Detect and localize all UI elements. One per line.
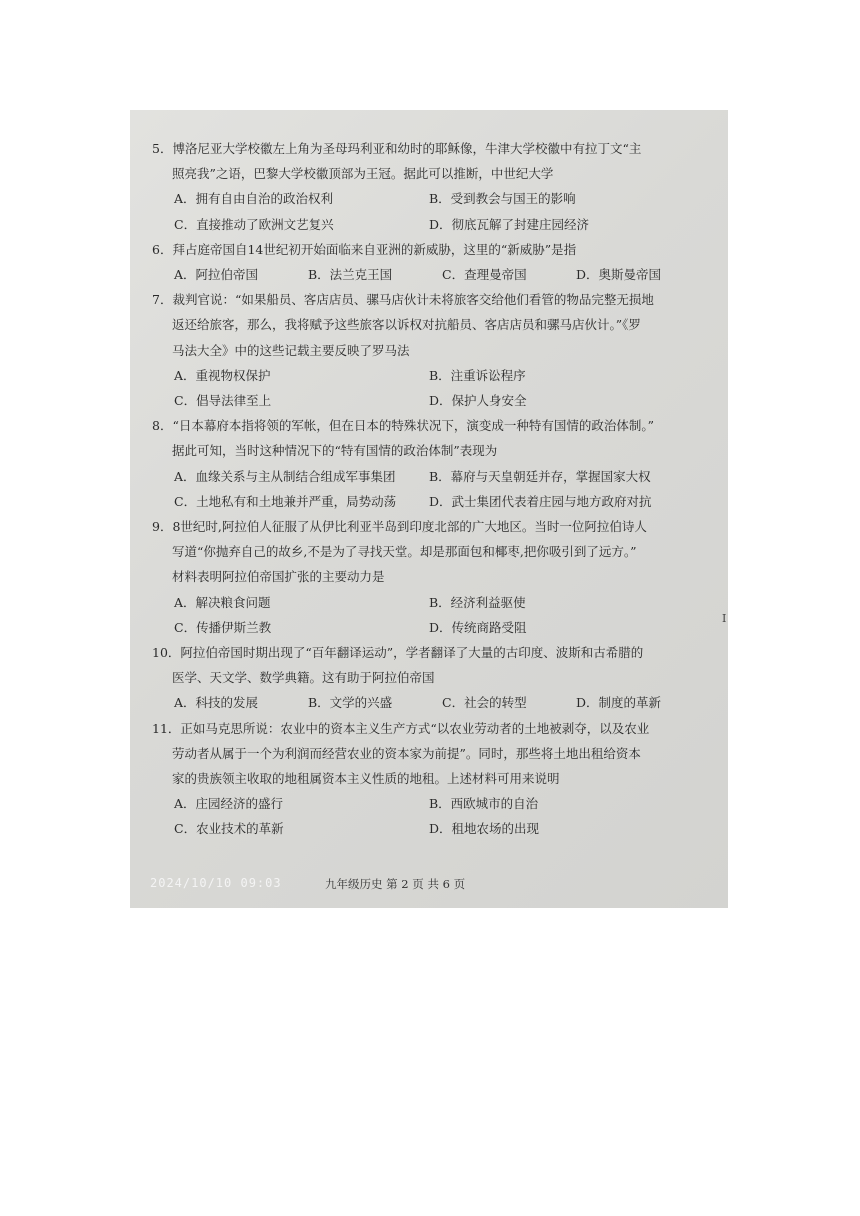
options-row: [152, 464, 712, 489]
answer-option: A．科技的发展: [174, 695, 259, 711]
photo-timestamp: 2024/10/10 09:03: [150, 876, 282, 890]
question-stem: 8．“日本幕府本指将领的军帐，但在日本的特殊状况下，演变成一种特有国情的政治体制。”: [152, 418, 654, 434]
edge-mark: I: [722, 612, 727, 625]
answer-option: C．农业技术的革新: [174, 821, 284, 837]
options-row: [152, 791, 712, 816]
options-row: [152, 212, 712, 237]
answer-option: D．传统商路受阻: [429, 619, 527, 635]
options-row: [152, 186, 712, 211]
answer-option: A．阿拉伯帝国: [174, 267, 259, 283]
options-row: [152, 363, 712, 388]
question-block: [152, 514, 712, 640]
question-block: [152, 716, 712, 842]
question-stem-continuation: 返还给旅客，那么，我将赋予这些旅客以诉权对抗船员、客店店员和骡马店伙计。”《罗: [172, 317, 641, 333]
question-block: [152, 287, 712, 413]
answer-option: D．保护人身安全: [429, 393, 527, 409]
answer-option: A．庄园经济的盛行: [174, 796, 284, 812]
options-row: [152, 816, 712, 841]
question-stem-continuation: 马法大全》中的这些记载主要反映了罗马法: [172, 342, 410, 358]
question-stem-continuation: 医学、天文学、数学典籍。这有助于阿拉伯帝国: [172, 670, 435, 686]
exam-content: [152, 136, 712, 842]
answer-option: C．土地私有和土地兼并严重，局势动荡: [174, 493, 397, 509]
exam-page-photo: [130, 110, 728, 908]
options-row: [152, 590, 712, 615]
answer-option: C．查理曼帝国: [442, 267, 527, 283]
question-stem: 5．博洛尼亚大学校徽左上角为圣母玛利亚和幼时的耶稣像，牛津大学校徽中有拉丁文“主: [152, 141, 642, 156]
question-block: [152, 640, 712, 716]
answer-option: D．武士集团代表着庄园与地方政府对抗: [429, 493, 652, 509]
answer-option: B．受到教会与国王的影响: [429, 191, 576, 207]
question-stem-continuation: 照亮我”之语，巴黎大学校徽顶部为王冠。据此可以推断，中世纪大学: [172, 166, 554, 182]
question-block: [152, 136, 712, 237]
options-row: [152, 615, 712, 640]
options-row: [152, 262, 712, 287]
answer-option: B．注重诉讼程序: [429, 367, 526, 383]
answer-option: A．拥有自由自治的政治权利: [174, 191, 334, 207]
question-stem-continuation: 写道“你抛弃自己的故乡,不是为了寻找天堂。却是那面包和椰枣,把你吸引到了远方。”: [172, 544, 637, 560]
answer-option: D．制度的革新: [576, 695, 662, 711]
question-stem: 9．8世纪时,阿拉伯人征服了从伊比利亚半岛到印度北部的广大地区。当时一位阿拉伯诗人: [152, 519, 647, 535]
answer-option: C．社会的转型: [442, 695, 527, 711]
answer-option: B．西欧城市的自治: [429, 796, 539, 812]
question-stem-continuation: 材料表明阿拉伯帝国扩张的主要动力是: [172, 569, 385, 585]
question-stem-continuation: 劳动者从属于一个为利润而经营农业的资本家为前提”。同时，那些将土地出租给资本: [172, 745, 641, 761]
question-block: [152, 237, 712, 287]
answer-option: C．倡导法律至上: [174, 393, 272, 409]
answer-option: A．血缘关系与主从制结合组成军事集团: [174, 468, 396, 484]
answer-option: C．直接推动了欧洲文艺复兴: [174, 216, 334, 232]
answer-option: A．解决粮食问题: [174, 594, 271, 610]
question-stem: 10．阿拉伯帝国时期出现了“百年翻译运动”，学者翻译了大量的古印度、波斯和古希腊的: [152, 645, 644, 661]
question-block: [152, 413, 712, 514]
answer-option: D．租地农场的出现: [429, 821, 540, 837]
options-row: [152, 388, 712, 413]
page-number-info: 九年级历史 第 2 页 共 6 页: [325, 877, 466, 891]
question-stem: 7．裁判官说：“如果船员、客店店员、骡马店伙计未将旅客交给他们看管的物品完整无损地: [152, 292, 654, 308]
question-stem-continuation: 据此可知，当时这种情况下的“特有国情的政治体制”表现为: [172, 443, 498, 459]
options-row: [152, 489, 712, 514]
answer-option: B．法兰克王国: [308, 267, 393, 283]
answer-option: A．重视物权保护: [174, 367, 271, 383]
answer-option: B．经济利益驱使: [429, 594, 526, 610]
options-row: [152, 690, 712, 715]
question-stem: 6．拜占庭帝国自14世纪初开始面临来自亚洲的新威胁，这里的“新威胁”是指: [152, 241, 577, 257]
answer-option: D．彻底瓦解了封建庄园经济: [429, 216, 590, 232]
answer-option: B．幕府与天皇朝廷并存，掌握国家大权: [429, 468, 651, 484]
question-stem-continuation: 家的贵族领主收取的地租属资本主义性质的地租。上述材料可用来说明: [172, 771, 560, 787]
question-stem: 11．正如马克思所说：农业中的资本主义生产方式“以农业劳动者的土地被剥夺，以及农业: [152, 720, 650, 736]
answer-option: B．文学的兴盛: [308, 695, 393, 711]
answer-option: D．奥斯曼帝国: [576, 267, 662, 283]
answer-option: C．传播伊斯兰教: [174, 619, 272, 635]
